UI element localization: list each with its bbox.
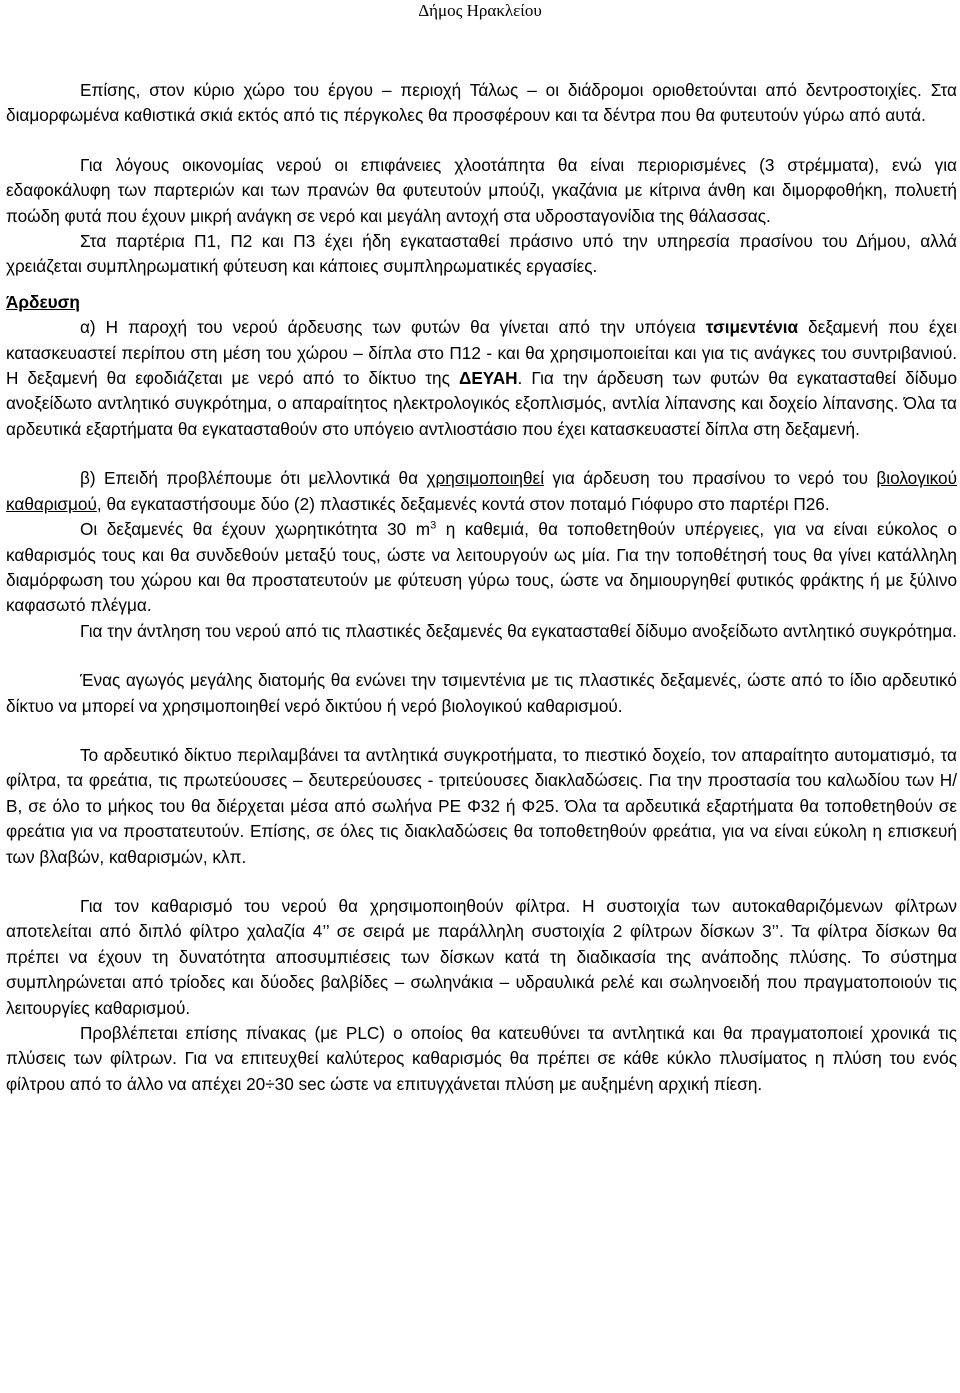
text-span: για άρδευση του πρασίνου το νερό του (544, 468, 877, 489)
text-span: δεξαμενή που έχει κατασκευαστεί περίπου στη μέση του χώρου – δίπλα στο Π12 - και θα χρησιμοποιείται και για τις ανάγκες του συντριβανιού. Η δεξαμενή θα εφοδιάζεται με νερό από το δίκτυο της (6, 317, 957, 389)
text-span: . Για την άρδευση των φυτών θα εγκατασταθεί δίδυμο ανοξείδωτο αντλητικό συγκρότημα, ο απαραίτητος ηλεκτρολογικός εξοπλισμός, αντλία λίπανσης και δοχείο λίπανσης. Όλα τα αρδευτικά εξαρτήματα θα εγκατασταθούν στο υπόγειο αντλιοστάσιο που έχει κατασκευαστεί δίπλα στη δεξαμενή. (6, 368, 957, 439)
page-header: Δήμος Ηρακλείου (418, 1, 542, 20)
superscript: 3 (430, 519, 437, 532)
underlined-text: καθαρισμού (6, 493, 97, 514)
document-body (6, 78, 957, 1097)
paragraph-pumping: Για την άντληση του νερού από τις πλαστικές δεξαμενές θα εγκατασταθεί δίδυμο ανοξείδωτο αντλητικό συγκρότημα. (80, 620, 957, 641)
underlined-text: βιολογικού (876, 468, 957, 489)
paragraph-tanks (6, 517, 957, 619)
text-span: η καθεμιά, θα τοποθετηθούν υπέργειες, για να είναι εύκολος ο καθαρισμός τους και θα συνδεθούν μεταξύ τους, ώστε να λειτουργούν ως μία. Για την τοποθέτησή τους θα γίνει κατάλληλη διαμόρφωση του χώρου και θα προστατευτούν με φύτευση γύρω τους, ώστε να δημιουργηθεί φυτικός φράκτης ή με ξύλινο καφασωτό πλέγμα. (6, 519, 957, 616)
text-span: Οι δεξαμενές θα έχουν χωρητικότητα 30 m (80, 519, 431, 540)
paragraph-irrigation-b (6, 466, 957, 517)
underlined-text: χρησιμοποιηθεί (426, 468, 545, 489)
bold-text: ΔΕΥΑΗ (458, 368, 518, 389)
paragraph-trees: Επίσης, στον κύριο χώρο του έργου – περιοχή Τάλως – οι διάδρομοι οριοθετούνται από δεντροστοιχίες. Στα διαμορφωμένα καθιστικά σκιά εκτός από τις πέργκολες θα προσφέρουν και τα δέντρα που θα φυτευτούν γύρω από αυτά. (6, 80, 957, 126)
paragraph-irrigation-a (6, 315, 957, 442)
paragraph-planters: Στα παρτέρια Π1, Π2 και Π3 έχει ήδη εγκατασταθεί πράσινο υπό την υπηρεσία πρασίνου του Δήμου, αλλά χρειάζεται συμπληρωματική φύτευση και κάποιες συμπληρωματικές εργασίες. (6, 231, 957, 277)
paragraph-plc: Προβλέπεται επίσης πίνακας (με PLC) ο οποίος θα κατευθύνει τα αντλητικά και θα πραγματοποιεί χρονικά τις πλύσεις των φίλτρων. Για να επιτευχθεί καλύτερος καθαρισμός θα πρέπει σε κάθε κύκλο πλυσίματος η πλύση του ενός φίλτρου από το άλλο να απέχει 20÷30 sec ώστε να επιτυγχάνεται πλύση με αυξημένη αρχική πίεση. (6, 1023, 957, 1094)
paragraph-filters: Για τον καθαρισμό του νερού θα χρησιμοποιηθούν φίλτρα. Η συστοιχία των αυτοκαθαριζόμενων φίλτρων αποτελείται από διπλό φίλτρο χαλαζία 4’’ σε σειρά με παράλληλη συστοιχία 2 φίλτρων δίσκων 3’’. Τα φίλτρα δίσκων θα πρέπει να έχουν τη δυνατότητα αποσυμπιέσεις των δίσκων κατά τη διαδικασία της ανάποδης πλύσης. Το σύστημα συμπληρώνεται από τρίοδες και δύοδες βαλβίδες – σωληνάκια – υδραυλικά ρελέ και σωληνοειδή που πραγματοποιούν τις λειτουργίες καθαρισμού. (6, 895, 957, 1018)
section-heading-irrigation: Άρδευση (6, 291, 80, 312)
paragraph-network: Το αρδευτικό δίκτυο περιλαμβάνει τα αντλητικά συγκροτήματα, το πιεστικό δοχείο, τον απαραίτητο αυτοματισμό, τα φίλτρα, τα φρεάτια, τις πρωτεύουσες – δευτερεύουσες - τριτεύουσες διακλαδώσεις. Για την προστασία του καλωδίου των Η/Β, σε όλο το μήκος του θα διέρχεται μέσα από σωλήνα PE Φ32 ή Φ25. Όλα τα αρδευτικά εξαρτήματα θα τοποθετηθούν σε φρεάτια για να προστατευτούν. Επίσης, σε όλες τις διακλαδώσεις θα τοποθετηθούν φρεάτια, για να είναι εύκολη η επισκευή των βλαβών, καθαρισμών, κλπ. (6, 744, 957, 867)
paragraph-water-economy: Για λόγους οικονομίας νερού οι επιφάνειες χλοοτάπητα θα είναι περιορισμένες (3 στρέμματα), ενώ για εδαφοκάλυφη των παρτεριών και των πρανών θα φυτευτούν μπούζι, γκαζάνια με κίτρινα άνθη και διμορφοθήκη, πολυετή ποώδη φυτά που έχουν μικρή ανάγκη σε νερό και μεγάλη αντοχή στα υδροσταγονίδια της θάλασσας. (6, 154, 957, 226)
text-span: α) Η παροχή του νερού άρδευσης των φυτών θα γίνεται από την υπόγεια (80, 317, 706, 338)
text-span: β) Επειδή προβλέπουμε ότι μελλοντικά θα (80, 468, 427, 489)
bold-text: τσιμεντένια (705, 317, 799, 338)
text-span: , θα εγκαταστήσουμε δύο (2) πλαστικές δεξαμενές κοντά στον ποταμό Γιόφυρο στο παρτέρι Π26. (96, 493, 830, 514)
paragraph-pipe: Ένας αγωγός μεγάλης διατομής θα ενώνει την τσιμεντένια με τις πλαστικές δεξαμενές, ώστε από το ίδιο αρδευτικό δίκτυο να μπορεί να χρησιμοποιηθεί νερό δικτύου ή νερό βιολογικού καθαρισμού. (6, 670, 957, 716)
